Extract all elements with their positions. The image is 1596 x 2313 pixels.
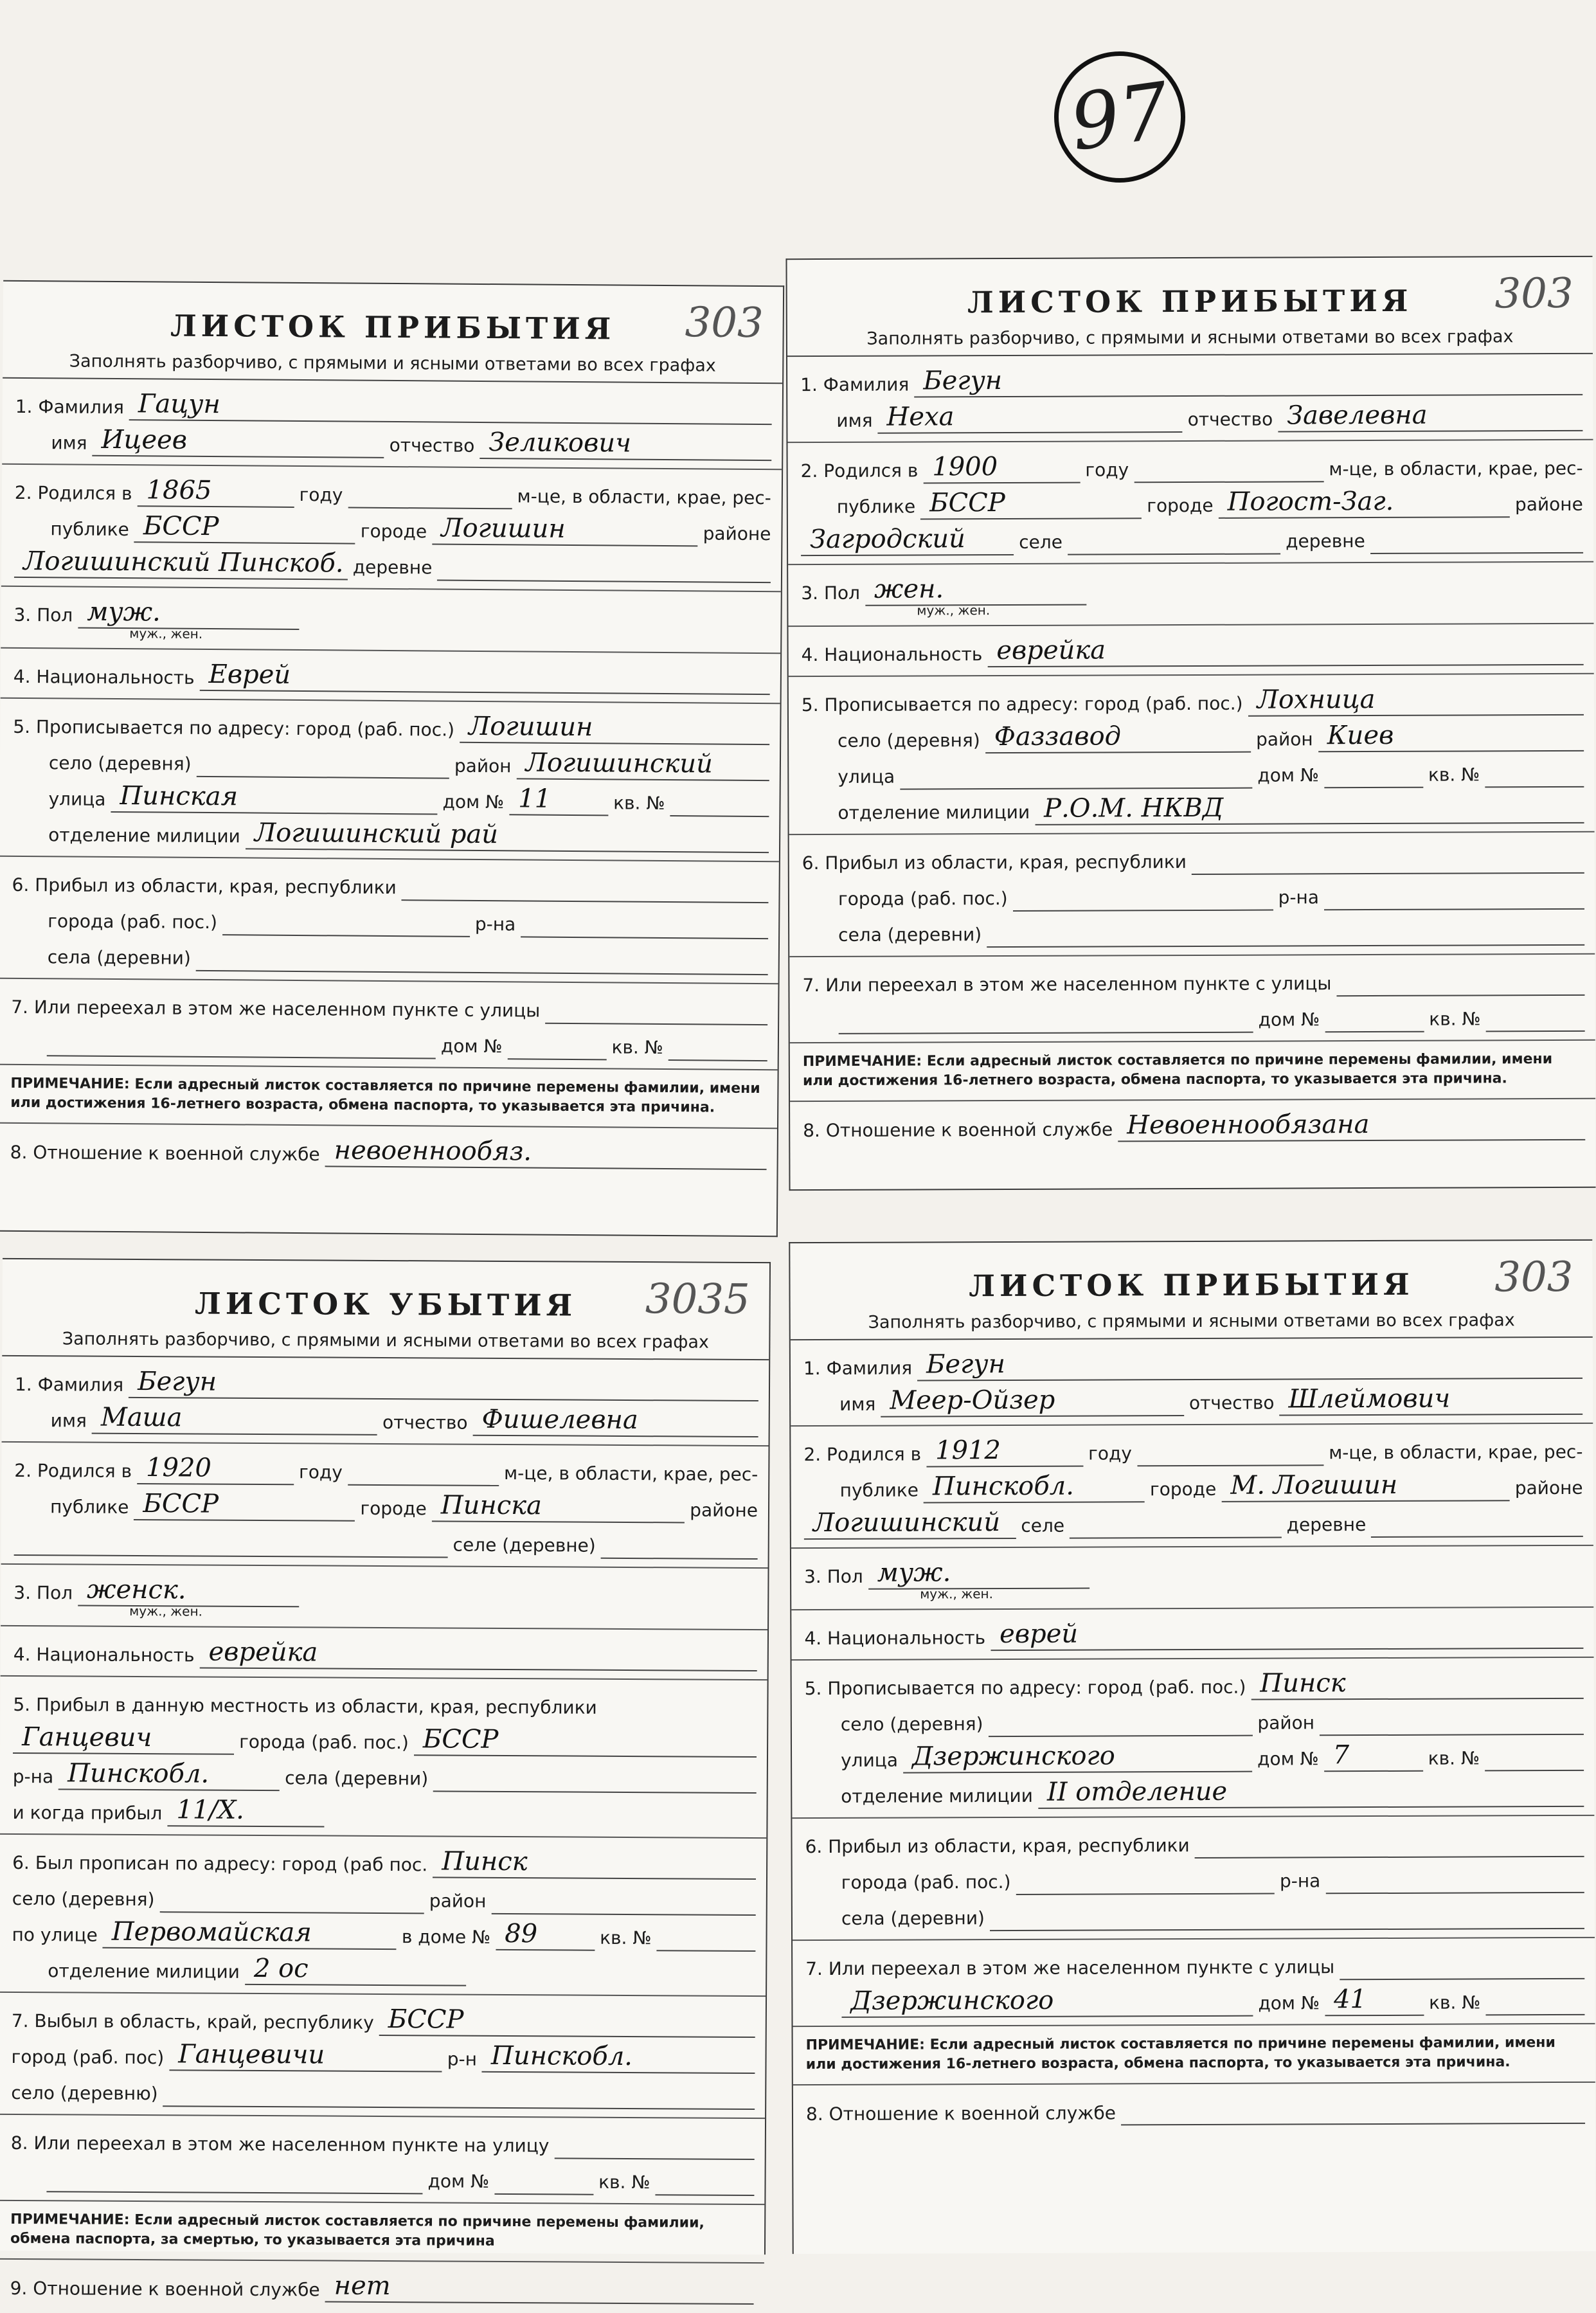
card-stamp-number: 303 bbox=[685, 299, 764, 348]
moved-street-cont bbox=[46, 2191, 422, 2194]
reg-village-label: село (деревня) bbox=[840, 1713, 983, 1736]
arrived-village-label: села (деревни) bbox=[47, 946, 191, 969]
sex-value: жен. bbox=[865, 573, 1086, 606]
name-label: имя bbox=[836, 410, 873, 432]
patronymic-label: отчество bbox=[1188, 1392, 1275, 1414]
city-value: Погост-Заг. bbox=[1218, 485, 1510, 519]
section-moved bbox=[0, 979, 778, 1070]
arrived-village-value bbox=[990, 1928, 1584, 1931]
city-label: городе bbox=[1147, 495, 1214, 517]
reg-label: 5. Прописывается по адресу: город (раб. пос.) bbox=[13, 716, 455, 741]
village-label: деревне bbox=[352, 556, 433, 579]
left-district-label: р-н bbox=[447, 2048, 478, 2071]
section-registration bbox=[789, 674, 1595, 835]
born-label: 2. Родился в bbox=[803, 1443, 922, 1466]
military-value: невоеннообяз. bbox=[325, 1135, 767, 1171]
military-label: 8. Отношение к военной службе bbox=[803, 1119, 1113, 1141]
arrival-card-2 bbox=[785, 256, 1595, 1191]
patronymic-value: Завелевна bbox=[1278, 399, 1583, 433]
card-note: ПРИМЕЧАНИЕ: Если адресный листок составляется по причине перемены фамилии, имени или достижения 16-летнего возраста, обмена паспорта, то указывается эта причина. bbox=[793, 2024, 1595, 2086]
moved-house-label: дом № bbox=[1258, 1009, 1320, 1031]
house-value: 89 bbox=[496, 1918, 595, 1951]
flat-label: кв. № bbox=[1428, 1747, 1480, 1770]
house-label: дом № bbox=[1257, 764, 1319, 787]
house-label: дом № bbox=[442, 791, 505, 813]
name-value: Маша bbox=[92, 1402, 377, 1436]
section-military bbox=[0, 1124, 777, 1178]
place-label: м-це, в области, крае, рес- bbox=[517, 485, 771, 509]
police-value: Р.О.М. НКВД bbox=[1035, 791, 1584, 825]
reg-district-label: район bbox=[454, 755, 512, 777]
section-departed-to bbox=[0, 1993, 766, 2119]
military-value: нет bbox=[325, 2271, 754, 2305]
street-label: улица bbox=[838, 766, 895, 788]
sex-options-hint: муж., жен. bbox=[129, 1603, 203, 1619]
left-republic-value: БССР bbox=[379, 2004, 755, 2038]
police-label: отделение милиции bbox=[838, 802, 1030, 824]
card-note: ПРИМЕЧАНИЕ: Если адресный листок составляется по причине перемены фамилии, имени или достижения 16-летнего возраста, обмена паспорта, то указывается эта причина. bbox=[0, 1065, 778, 1130]
moved-flat-label: кв. № bbox=[1429, 1008, 1481, 1030]
surname-label: 1. Фамилия bbox=[803, 1357, 913, 1380]
name-label: имя bbox=[50, 1410, 87, 1432]
place-label: м-це, в области, крае, рес- bbox=[1329, 458, 1583, 480]
card-title: ЛИСТОК ПРИБЫТИЯ bbox=[967, 283, 1413, 320]
reg-village-value: Фаззавод bbox=[985, 721, 1251, 753]
street-label: улица bbox=[48, 788, 106, 811]
street-value: Пинская bbox=[111, 780, 437, 815]
surname-label: 1. Фамилия bbox=[800, 374, 910, 396]
hamlet-label: деревне bbox=[1286, 1514, 1367, 1536]
nationality-value: еврейка bbox=[199, 1636, 757, 1671]
district-value: Логишинский bbox=[804, 1507, 1016, 1540]
name-label: имя bbox=[839, 1394, 876, 1416]
arrived-district-label: р-на bbox=[1278, 887, 1320, 908]
section-arrived-from bbox=[0, 857, 779, 984]
section-birth bbox=[787, 440, 1593, 565]
section-nationality bbox=[788, 624, 1593, 677]
republic-label: публике bbox=[50, 518, 129, 541]
reg-city-value: Лохница bbox=[1248, 683, 1584, 717]
patronymic-label: отчество bbox=[382, 1412, 468, 1434]
card-instruction: Заполнять разборчиво, с прямыми и ясными ответами во всех графах bbox=[866, 327, 1514, 349]
reg-label: 6. Был прописан по адресу: город (раб пос. bbox=[12, 1852, 428, 1876]
moved-flat-label: кв. № bbox=[598, 2172, 650, 2193]
reg-city-value: Пинск bbox=[1251, 1667, 1584, 1700]
reg-district-label: район bbox=[1256, 728, 1313, 751]
reg-district-value: Логишинский bbox=[516, 747, 769, 781]
arrived-city-label: города (раб. пос.) bbox=[239, 1731, 409, 1754]
surname-value: Бегун bbox=[917, 1347, 1583, 1382]
card-note: ПРИМЕЧАНИЕ: Если адресный листок составляется по причине перемены фамилии, обмена паспорта, за смертью, то указывается эта причина bbox=[0, 2201, 764, 2264]
section-sex bbox=[788, 562, 1593, 627]
arrived-when-value: 11/X. bbox=[167, 1794, 324, 1827]
arrived-village-value bbox=[196, 970, 768, 975]
reg-label: 5. Прописывается по адресу: город (раб. пос.) bbox=[804, 1677, 1246, 1700]
arrived-district-label: р-на bbox=[474, 914, 516, 935]
section-registration bbox=[0, 699, 780, 862]
republic-label: публике bbox=[839, 1479, 919, 1502]
arrived-label: 5. Прибыл в данную местность из области, края, республики bbox=[13, 1694, 597, 1719]
village-value bbox=[601, 1558, 758, 1560]
reg-district-label: район bbox=[429, 1890, 487, 1913]
place-label: м-це, в области, крае, рес- bbox=[503, 1462, 758, 1486]
reg-district-value: Киев bbox=[1318, 719, 1584, 752]
place-label: м-це, в области, крае, рес- bbox=[1329, 1441, 1583, 1464]
section-birth bbox=[1, 465, 782, 592]
sex-options-hint: муж., жен. bbox=[920, 1586, 993, 1602]
hamlet-label: деревне bbox=[1286, 530, 1365, 552]
arrived-village-label: села (деревни) bbox=[285, 1767, 429, 1790]
arrived-label: 6. Прибыл из области, края, республики bbox=[805, 1835, 1190, 1858]
section-sex bbox=[1, 587, 781, 654]
moved-flat-label: кв. № bbox=[1428, 1992, 1481, 2014]
section-nationality bbox=[1, 1626, 767, 1680]
hamlet-value bbox=[1370, 552, 1583, 554]
card-instruction: Заполнять разборчиво, с прямыми и ясными ответами во всех графах bbox=[62, 1329, 710, 1353]
section-nationality bbox=[791, 1608, 1593, 1661]
moved-house-label: дом № bbox=[440, 1035, 503, 1058]
left-district-value: Пинскобл. bbox=[482, 2040, 755, 2074]
section-name bbox=[2, 379, 782, 470]
born-year-value: 1900 bbox=[923, 451, 1080, 484]
section-arrived-from bbox=[792, 1816, 1595, 1941]
nationality-label: 4. Национальность bbox=[801, 644, 983, 666]
moved-house-value: 41 bbox=[1325, 1984, 1424, 2017]
sex-value: муж. bbox=[78, 597, 299, 630]
house-value: 11 bbox=[509, 783, 608, 816]
moved-house-value bbox=[494, 2193, 593, 2195]
patronymic-value: Фишелевна bbox=[472, 1404, 758, 1437]
arrived-republic-value: БССР bbox=[414, 1724, 757, 1758]
nationality-value: Еврей bbox=[199, 659, 770, 695]
flat-label: кв. № bbox=[1428, 764, 1480, 786]
moved-label: 7. Или переехал в этом же населенном пункте с улицы bbox=[11, 996, 541, 1022]
moved-flat-label: кв. № bbox=[611, 1036, 663, 1059]
police-label: отделение милиции bbox=[841, 1785, 1033, 1808]
republic-label: публике bbox=[836, 496, 916, 518]
city-value: Пинска bbox=[432, 1490, 685, 1523]
street-value: Дзержинского bbox=[903, 1740, 1252, 1774]
born-label: 2. Родился в bbox=[14, 482, 132, 505]
sex-options-hint: муж., жен. bbox=[917, 602, 991, 618]
arrived-region-value: Ганцевич bbox=[13, 1722, 234, 1755]
city-label: городе bbox=[1149, 1479, 1217, 1500]
reg-village-label: село (деревня) bbox=[48, 752, 192, 775]
arrival-card-1 bbox=[0, 280, 784, 1237]
arrived-city-label: города (раб. пос.) bbox=[48, 910, 218, 933]
nationality-label: 4. Национальность bbox=[804, 1627, 986, 1650]
section-nationality bbox=[1, 649, 781, 704]
born-year-value: 1865 bbox=[137, 474, 294, 508]
patronymic-value: Зеликович bbox=[480, 427, 771, 461]
departure-card bbox=[0, 1258, 771, 2301]
section-arrived-from bbox=[789, 833, 1595, 957]
born-year-value: 1920 bbox=[137, 1452, 294, 1485]
born-label: 2. Родился в bbox=[800, 460, 919, 482]
left-label: 7. Выбыл в область, край, республику bbox=[11, 2010, 374, 2034]
surname-value: Бегун bbox=[914, 363, 1583, 398]
city-value: М. Логишин bbox=[1221, 1469, 1510, 1502]
village-name-value: Загродский bbox=[801, 523, 1014, 556]
section-name bbox=[2, 1356, 769, 1446]
card-instruction: Заполнять разборчиво, с прямыми и ясными ответами во всех графах bbox=[69, 351, 716, 376]
name-value: Меер-Ойзер bbox=[881, 1384, 1184, 1418]
moved-flat-value bbox=[668, 1059, 767, 1061]
section-previous-registration bbox=[0, 1835, 766, 1997]
military-value bbox=[1121, 2123, 1585, 2126]
sex-label: 3. Пол bbox=[801, 582, 861, 604]
patronymic-label: отчество bbox=[389, 435, 475, 457]
name-label: имя bbox=[51, 432, 87, 455]
section-birth bbox=[791, 1424, 1593, 1549]
year-label: году bbox=[1085, 459, 1129, 481]
section-arrived-from bbox=[0, 1677, 767, 1839]
section-moved bbox=[793, 1938, 1595, 2027]
surname-label: 1. Фамилия bbox=[14, 1374, 124, 1396]
arrived-district-label: р-на bbox=[1279, 1870, 1321, 1892]
card-stamp-number: 303 bbox=[1494, 269, 1574, 318]
moved-street-cont bbox=[839, 1032, 1253, 1034]
name-value: Неха bbox=[877, 401, 1182, 434]
village-label: селе (деревне) bbox=[453, 1534, 596, 1557]
sex-value: женск. bbox=[78, 1574, 299, 1608]
sex-label: 3. Пол bbox=[13, 604, 73, 626]
section-name bbox=[787, 354, 1593, 443]
section-sex bbox=[1, 1565, 767, 1630]
arrived-label: 6. Прибыл из области, края, республики bbox=[802, 851, 1187, 874]
moved-house-value bbox=[1325, 1031, 1424, 1033]
street-value: Первомайская bbox=[103, 1916, 397, 1950]
arrived-village-label: села (деревни) bbox=[838, 924, 982, 946]
moved-label: 8. Или переехал в этом же населенном пункте на улицу bbox=[10, 2132, 550, 2157]
nationality-value: еврейка bbox=[987, 633, 1583, 667]
district-label: районе bbox=[1514, 494, 1583, 516]
reg-label: 5. Прописывается по адресу: город (раб. пос.) bbox=[801, 693, 1243, 716]
section-military bbox=[793, 2083, 1595, 2134]
flat-label: кв. № bbox=[600, 1927, 652, 1949]
patronymic-value: Шлеймович bbox=[1279, 1383, 1583, 1416]
village-value bbox=[437, 580, 771, 584]
street-label: улица bbox=[841, 1750, 899, 1772]
district-value bbox=[14, 1554, 448, 1558]
police-value: 2 ос bbox=[245, 1953, 466, 1986]
police-value: II отделение bbox=[1038, 1775, 1584, 1809]
moved-flat-value bbox=[655, 2194, 754, 2196]
arrived-city-label: города (раб. пос.) bbox=[841, 1871, 1011, 1894]
village-value bbox=[1068, 554, 1280, 555]
house-label: в доме № bbox=[401, 1926, 491, 1949]
sex-value: муж. bbox=[868, 1557, 1089, 1590]
village-label: селе bbox=[1021, 1515, 1065, 1537]
reg-village-label: село (деревня) bbox=[12, 1888, 155, 1911]
section-moved bbox=[789, 955, 1595, 1043]
patronymic-label: отчество bbox=[1187, 408, 1273, 431]
police-label: отделение милиции bbox=[48, 824, 240, 847]
moved-flat-value bbox=[1486, 1030, 1585, 1032]
moved-label: 7. Или переехал в этом же населенном пункте с улицы bbox=[802, 973, 1332, 996]
police-label: отделение милиции bbox=[48, 1960, 240, 1983]
arrival-card-3 bbox=[789, 1239, 1595, 2254]
sex-label: 3. Пол bbox=[804, 1566, 863, 1588]
card-stamp-number: 3035 bbox=[645, 1275, 750, 1324]
district-value: Логишинский Пинскоб. bbox=[14, 546, 348, 580]
district-label: районе bbox=[1514, 1477, 1583, 1499]
district-label: районе bbox=[703, 523, 771, 545]
reg-city-value: Логишин bbox=[460, 711, 770, 745]
card-title: ЛИСТОК УБЫТИЯ bbox=[194, 1286, 577, 1323]
moved-street-value: Дзержинского bbox=[841, 1985, 1253, 2018]
surname-value: Гацун bbox=[129, 388, 772, 425]
moved-house-label: дом № bbox=[1258, 1992, 1320, 2015]
moved-label: 7. Или переехал в этом же населенном пункте с улицы bbox=[805, 1956, 1335, 1980]
reg-city-value: Пинск bbox=[433, 1846, 756, 1880]
reg-district-label: район bbox=[1257, 1712, 1315, 1734]
flat-label: кв. № bbox=[613, 792, 665, 815]
arrived-village-value bbox=[987, 944, 1584, 948]
born-label: 2. Родился в bbox=[14, 1460, 132, 1482]
card-note: ПРИМЕЧАНИЕ: Если адресный листок составляется по причине перемены фамилии, имени или достижения 16-летнего возраста, обмена паспорта, то указывается эта причина. bbox=[790, 1041, 1595, 1102]
house-label: дом № bbox=[1257, 1748, 1319, 1770]
police-value: Логишинский рай bbox=[246, 817, 769, 853]
nationality-label: 4. Национальность bbox=[13, 666, 195, 689]
left-village-value bbox=[163, 2105, 755, 2110]
city-label: городе bbox=[360, 521, 427, 543]
moved-house-value bbox=[507, 1058, 606, 1060]
military-label: 8. Отношение к военной службе bbox=[805, 2102, 1116, 2125]
surname-value: Бегун bbox=[129, 1366, 758, 1401]
republic-value: БССР bbox=[134, 510, 355, 544]
house-value: 7 bbox=[1324, 1740, 1423, 1772]
arrived-label: 6. Прибыл из области, края, республики bbox=[12, 874, 397, 899]
left-city-label: город (раб. пос) bbox=[11, 2046, 165, 2069]
left-city-value: Ганцевичи bbox=[169, 2039, 442, 2072]
military-value: Невоеннообязана bbox=[1118, 1108, 1585, 1142]
section-name bbox=[791, 1338, 1593, 1426]
republic-value: БССР bbox=[134, 1488, 355, 1522]
year-label: году bbox=[299, 484, 343, 506]
arrived-village-label: села (деревни) bbox=[841, 1907, 985, 1930]
moved-house-label: дом № bbox=[427, 2170, 490, 2193]
arrived-district-label: р-на bbox=[12, 1766, 54, 1788]
card-title: ЛИСТОК ПРИБЫТИЯ bbox=[170, 308, 616, 346]
republic-value: БССР bbox=[920, 487, 1142, 519]
sex-label: 3. Пол bbox=[13, 1582, 73, 1604]
archive-page-number: 97 bbox=[1046, 43, 1194, 191]
name-value: Ицеев bbox=[92, 424, 384, 458]
republic-label: публике bbox=[49, 1496, 129, 1518]
card-title: ЛИСТОК ПРИБЫТИЯ bbox=[969, 1266, 1414, 1304]
section-military bbox=[0, 2260, 764, 2312]
hamlet-value bbox=[1371, 1536, 1583, 1538]
born-year-value: 1912 bbox=[926, 1435, 1083, 1468]
arrived-district-value: Пинскобл. bbox=[58, 1758, 280, 1791]
city-label: городе bbox=[360, 1498, 427, 1520]
sex-options-hint: муж., жен. bbox=[129, 626, 203, 642]
moved-street-cont bbox=[47, 1055, 436, 1059]
military-label: 8. Отношение к военной службе bbox=[10, 1141, 320, 1166]
card-instruction: Заполнять разборчиво, с прямыми и ясными ответами во всех графах bbox=[868, 1310, 1515, 1333]
section-registration bbox=[792, 1658, 1595, 1819]
village-value bbox=[1070, 1537, 1282, 1539]
military-label: 9. Отношение к военной службе bbox=[10, 2277, 320, 2301]
republic-value: Пинскобл. bbox=[924, 1470, 1145, 1503]
section-moved bbox=[0, 2115, 765, 2205]
section-birth bbox=[1, 1443, 769, 1569]
section-sex bbox=[791, 1546, 1593, 1610]
year-label: году bbox=[298, 1461, 343, 1484]
section-military bbox=[790, 1099, 1595, 1151]
city-value: Логишин bbox=[432, 512, 698, 546]
village-label: селе bbox=[1019, 532, 1063, 554]
left-village-label: село (деревню) bbox=[11, 2082, 158, 2105]
surname-label: 1. Фамилия bbox=[15, 396, 125, 419]
year-label: году bbox=[1088, 1443, 1132, 1464]
arrived-city-label: города (раб. пос.) bbox=[838, 888, 1008, 910]
reg-village-label: село (деревня) bbox=[838, 730, 980, 752]
nationality-label: 4. Национальность bbox=[13, 1644, 195, 1666]
moved-flat-value bbox=[1485, 2014, 1584, 2016]
card-stamp-number: 303 bbox=[1494, 1253, 1574, 1302]
district-label: районе bbox=[690, 1499, 758, 1522]
street-label: по улице bbox=[12, 1924, 98, 1947]
nationality-value: еврей bbox=[991, 1617, 1583, 1651]
arrived-when-label: и когда прибыл bbox=[12, 1802, 163, 1824]
